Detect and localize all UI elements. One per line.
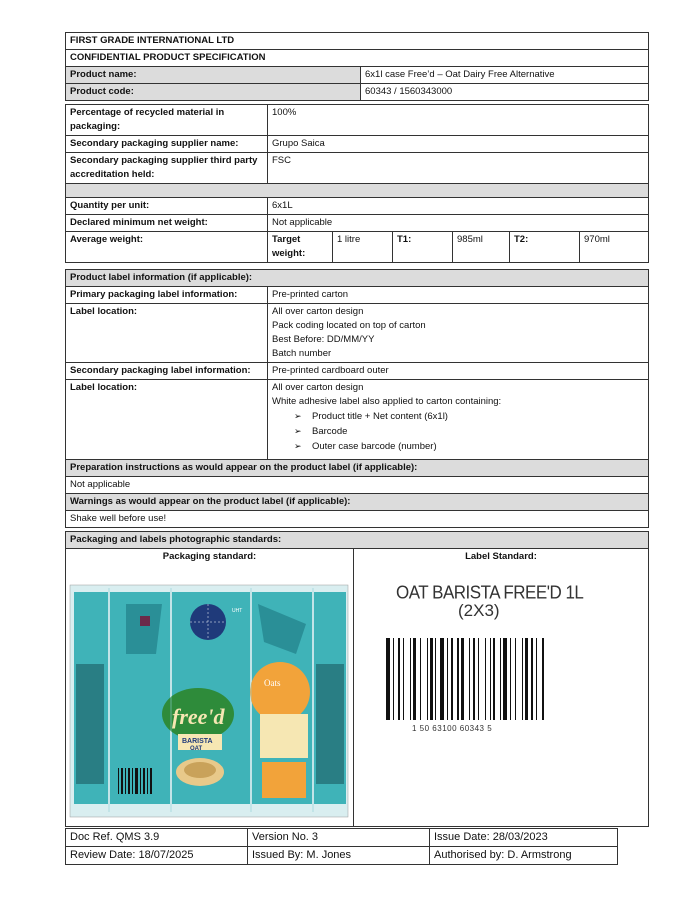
barcode-bar xyxy=(493,638,495,720)
barcode-bar xyxy=(435,638,436,720)
min-weight-value: Not applicable xyxy=(268,215,649,232)
barcode-image xyxy=(386,638,590,720)
secondary-location-label: Label location: xyxy=(66,380,268,460)
carton-dieline-image xyxy=(66,564,352,820)
carton-brand-text: free'd xyxy=(172,704,225,729)
quantity-label: Quantity per unit: xyxy=(66,198,268,215)
review-date: Review Date: 18/07/2025 xyxy=(66,847,248,865)
warnings-value: Shake well before use! xyxy=(66,511,649,528)
label-section-title: Product label information (if applicable): xyxy=(66,270,649,287)
barcode-bar xyxy=(451,638,453,720)
barcode-bar xyxy=(522,638,523,720)
carton-uht-text: UHT xyxy=(232,608,243,614)
issue-date: Issue Date: 28/03/2023 xyxy=(430,829,618,847)
primary-label: Primary packaging label information: xyxy=(66,287,268,304)
barcode-bar xyxy=(413,638,415,720)
accreditation-label: Secondary packaging supplier third party accreditation held: xyxy=(66,153,268,184)
min-weight-label: Declared minimum net weight: xyxy=(66,215,268,232)
t2-label: T2: xyxy=(510,232,580,263)
t1-label: T1: xyxy=(393,232,453,263)
barcode-bar xyxy=(485,638,486,720)
document-title: CONFIDENTIAL PRODUCT SPECIFICATION xyxy=(66,50,649,67)
barcode-bar xyxy=(500,638,501,720)
bullet-item: ➢ Outer case barcode (number) xyxy=(294,441,437,452)
barcode-bar xyxy=(536,638,537,720)
location-line: Batch number xyxy=(272,348,332,359)
barcode-bar xyxy=(447,638,448,720)
barcode-bar xyxy=(503,638,507,720)
barcode-bar xyxy=(473,638,475,720)
arrow-bullet-icon: ➢ xyxy=(294,441,302,451)
label-standard-heading: Label Standard: xyxy=(465,551,537,562)
version-no: Version No. 3 xyxy=(248,829,430,847)
footer-table xyxy=(65,828,618,865)
location-line: White adhesive label also applied to carton containing: xyxy=(272,396,502,407)
product-name-label: Product name: xyxy=(66,67,361,84)
barcode-bar xyxy=(461,638,465,720)
barcode-bar xyxy=(440,638,444,720)
supplier-label: Secondary packaging supplier name: xyxy=(66,136,268,153)
prep-title: Preparation instructions as would appear on the product label (if applicable): xyxy=(66,460,649,477)
barcode-bar xyxy=(457,638,458,720)
location-line: Pack coding located on top of carton xyxy=(272,320,426,331)
label-info-table xyxy=(65,269,649,528)
photo-section-title: Packaging and labels photographic standards: xyxy=(66,532,649,549)
barcode-bar xyxy=(386,638,390,720)
barcode-bar xyxy=(515,638,516,720)
packaging-table xyxy=(65,104,649,263)
doc-ref: Doc Ref. QMS 3.9 xyxy=(66,829,248,847)
label-text-line1: OAT BARISTA FREE'D 1L xyxy=(396,582,584,603)
t2-value: 970ml xyxy=(580,232,649,263)
target-weight-value: 1 litre xyxy=(333,232,393,263)
primary-location-label: Label location: xyxy=(66,304,268,363)
product-code-label: Product code: xyxy=(66,84,361,101)
packaging-standard-heading: Packaging standard: xyxy=(162,551,257,562)
barcode-bar xyxy=(531,638,533,720)
authorised-by: Authorised by: D. Armstrong xyxy=(430,847,618,865)
accreditation-value: FSC xyxy=(268,153,649,184)
quantity-value: 6x1L xyxy=(268,198,649,215)
barcode-number: 1 50 63100 60343 5 xyxy=(412,724,493,733)
bullet-item: ➢ Barcode xyxy=(294,426,348,437)
barcode-bar xyxy=(420,638,421,720)
carton-side-title: Oats xyxy=(264,678,281,688)
barcode-bar xyxy=(430,638,432,720)
product-name-value: 6x1l case Free’d – Oat Dairy Free Alternative xyxy=(361,67,649,84)
carton-product-line2: OAT xyxy=(190,746,203,752)
label-text-line2: (2X3) xyxy=(458,601,500,620)
header-table xyxy=(65,32,649,101)
company-name: FIRST GRADE INTERNATIONAL LTD xyxy=(66,33,649,50)
barcode-bar xyxy=(510,638,511,720)
primary-location-value xyxy=(268,304,649,363)
barcode-bar xyxy=(478,638,479,720)
arrow-bullet-icon: ➢ xyxy=(294,426,302,436)
photo-standards-table xyxy=(65,531,649,827)
barcode-bar xyxy=(469,638,470,720)
location-line: All over carton design xyxy=(272,382,364,393)
t1-value: 985ml xyxy=(453,232,510,263)
barcode-bar xyxy=(403,638,404,720)
avg-weight-label: Average weight: xyxy=(66,232,268,263)
recycled-label: Percentage of recycled material in packaging: xyxy=(66,105,268,136)
packaging-standard-cell xyxy=(66,549,354,827)
warnings-title: Warnings as would appear on the product label (if applicable): xyxy=(66,494,649,511)
barcode-bar xyxy=(398,638,400,720)
secondary-label: Secondary packaging label information: xyxy=(66,363,268,380)
arrow-bullet-icon: ➢ xyxy=(294,411,302,421)
prep-value: Not applicable xyxy=(66,477,649,494)
barcode-bar xyxy=(525,638,527,720)
product-code-value: 60343 / 1560343000 xyxy=(361,84,649,101)
barcode-bar xyxy=(490,638,491,720)
issued-by: Issued By: M. Jones xyxy=(248,847,430,865)
location-line: All over carton design xyxy=(272,306,364,317)
primary-value: Pre-printed carton xyxy=(268,287,649,304)
label-standard-cell xyxy=(354,549,649,827)
barcode-bar xyxy=(410,638,411,720)
bullet-item: ➢ Product title + Net content (6x1l) xyxy=(294,411,448,422)
barcode-bar xyxy=(427,638,428,720)
supplier-value: Grupo Saica xyxy=(268,136,649,153)
spacer-row xyxy=(66,184,649,198)
secondary-location-value xyxy=(268,380,649,460)
target-weight-label: Target weight: xyxy=(268,232,333,263)
barcode-bar xyxy=(542,638,543,720)
location-line: Best Before: DD/MM/YY xyxy=(272,334,375,345)
carton-product-line1: BARISTA xyxy=(182,738,213,745)
recycled-value: 100% xyxy=(268,105,649,136)
barcode-bar xyxy=(393,638,394,720)
secondary-value: Pre-printed cardboard outer xyxy=(268,363,649,380)
